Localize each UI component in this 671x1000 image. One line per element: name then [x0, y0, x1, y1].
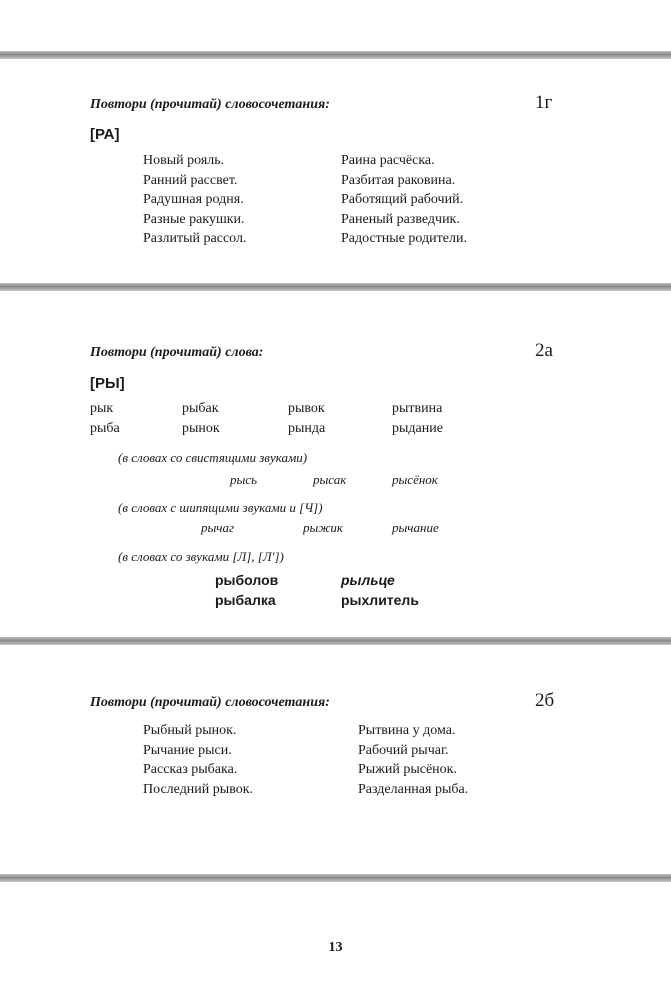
phrase: Новый рояль. [143, 153, 225, 168]
phrase: Раина расчёска. [341, 153, 435, 168]
group-note: (в словах со звуками [Л], [Л']) [118, 549, 284, 564]
word: рыбалка [215, 592, 276, 608]
word: рык [90, 401, 114, 416]
word: рысь [230, 472, 257, 487]
section-divider [0, 51, 671, 59]
card-code: 2б [535, 690, 555, 711]
phrase: Разлитый рассол. [143, 231, 247, 246]
word: рыбак [182, 401, 219, 416]
word: рыдание [392, 421, 443, 436]
section-divider [0, 637, 671, 645]
word: рыхлитель [341, 592, 419, 608]
card-code: 1г [535, 92, 553, 113]
section-divider [0, 283, 671, 291]
phrase: Радушная родня. [143, 192, 244, 207]
syllable-label: [РЫ] [90, 375, 125, 392]
card-title: Повтори (прочитай) слова: [90, 345, 264, 360]
word: рытвина [392, 401, 443, 416]
phrase-column-right [358, 721, 468, 799]
word: рынок [182, 421, 220, 436]
syllable-label: [РА] [90, 126, 120, 143]
page-number: 13 [328, 940, 343, 955]
word: рысак [313, 472, 347, 487]
group-note: (в словах со свистящими звуками) [118, 450, 308, 465]
word: рыболов [215, 572, 279, 588]
group-note: (в словах с шипящими звуками и [Ч]) [118, 500, 323, 515]
card-code: 2а [535, 340, 553, 361]
phrase: Ранний рассвет. [143, 172, 238, 188]
phrase: Разные ракушки. [143, 211, 245, 227]
phrase-column-right [341, 151, 467, 249]
phrase: Рассказ рыбака. [143, 762, 238, 777]
word: рыба [90, 421, 120, 436]
card-title: Повтори (прочитай) словосочетания: [90, 97, 330, 112]
phrase: Работящий рабочий. [341, 192, 464, 207]
phrase: Рыбный рынок. [143, 723, 237, 738]
card-title: Повтори (прочитай) словосочетания: [90, 695, 330, 710]
phrase: Раненый разведчик. [341, 211, 460, 227]
phrase: Разделанная рыба. [358, 781, 469, 797]
word: рыжик [303, 520, 343, 535]
phrase: Последний рывок. [143, 781, 254, 797]
word: рыльце [341, 572, 395, 588]
phrase: Рычание рыси. [143, 742, 232, 758]
phrase: Разбитая раковина. [341, 172, 456, 188]
word: рысёнок [392, 472, 438, 487]
phrase: Рыжий рысёнок. [358, 762, 457, 777]
word: рында [288, 421, 326, 436]
phrase-column-left [143, 721, 253, 799]
word: рычаг [201, 520, 235, 535]
word: рычание [392, 520, 439, 535]
word: рывок [288, 401, 325, 416]
phrase: Рабочий рычаг. [358, 742, 449, 758]
section-divider [0, 874, 671, 882]
phrase-column-left [143, 151, 246, 249]
phrase: Рытвина у дома. [358, 723, 456, 738]
phrase: Радостные родители. [341, 231, 467, 246]
